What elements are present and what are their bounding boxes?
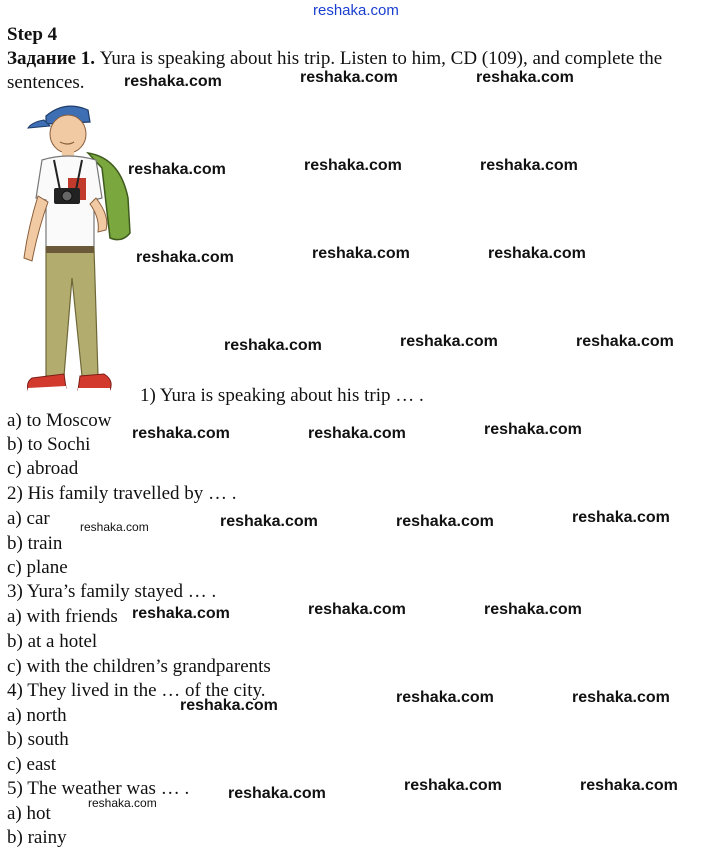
option-3b: b) at a hotel [7,631,98,652]
watermark: reshaka.com [132,605,230,622]
question-4: 4) They lived in the … of the city. [7,680,266,701]
watermark: reshaka.com [80,520,149,534]
watermark: reshaka.com [136,249,234,266]
watermark: reshaka.com [308,425,406,442]
option-3a: a) with friends [7,606,118,627]
question-3: 3) Yura’s family stayed … . [7,581,217,602]
option-4a: a) north [7,705,67,726]
watermark: reshaka.com [128,161,226,178]
question-1: 1) Yura is speaking about his trip … . [140,385,424,406]
option-2c: c) plane [7,557,68,578]
watermark: reshaka.com [308,601,406,618]
watermark: reshaka.com [224,337,322,354]
watermark: reshaka.com [400,333,498,350]
watermark: reshaka.com [88,796,157,810]
watermark: reshaka.com [124,73,222,90]
watermark: reshaka.com [484,601,582,618]
task-text: Yura is speaking about his trip. Listen to him, CD (109), and complete the sentences. [7,48,663,93]
option-4c: c) east [7,754,57,775]
watermark: reshaka.com [132,425,230,442]
option-2b: b) train [7,533,63,554]
watermark: reshaka.com [228,785,326,802]
option-5b: b) rainy [7,827,67,848]
watermark: reshaka.com [476,69,574,86]
watermark: reshaka.com [396,513,494,530]
watermark: reshaka.com [572,509,670,526]
option-1a: a) to Moscow [7,410,112,431]
watermark: reshaka.com [576,333,674,350]
option-2a: a) car [7,508,50,529]
option-5a: a) hot [7,803,51,824]
watermark: reshaka.com [300,69,398,86]
option-1c: c) abroad [7,458,79,479]
option-3c: c) with the children’s grandparents [7,656,271,677]
watermark: reshaka.com [488,245,586,262]
watermark: reshaka.com [220,513,318,530]
top-watermark: reshaka.com [313,2,399,19]
watermark: reshaka.com [304,157,402,174]
step-title: Step 4 [7,24,58,45]
boy-traveller-with-backpack-and-camera-icon [10,98,140,403]
option-4b: b) south [7,729,69,750]
watermark: reshaka.com [580,777,678,794]
watermark: reshaka.com [180,697,278,714]
watermark: reshaka.com [480,157,578,174]
option-1b: b) to Sochi [7,434,91,455]
task-label: Задание 1. [7,48,95,69]
question-5: 5) The weather was … . [7,778,190,799]
question-2: 2) His family travelled by … . [7,483,237,504]
watermark: reshaka.com [396,689,494,706]
watermark: reshaka.com [484,421,582,438]
watermark: reshaka.com [312,245,410,262]
watermark: reshaka.com [404,777,502,794]
watermark: reshaka.com [572,689,670,706]
